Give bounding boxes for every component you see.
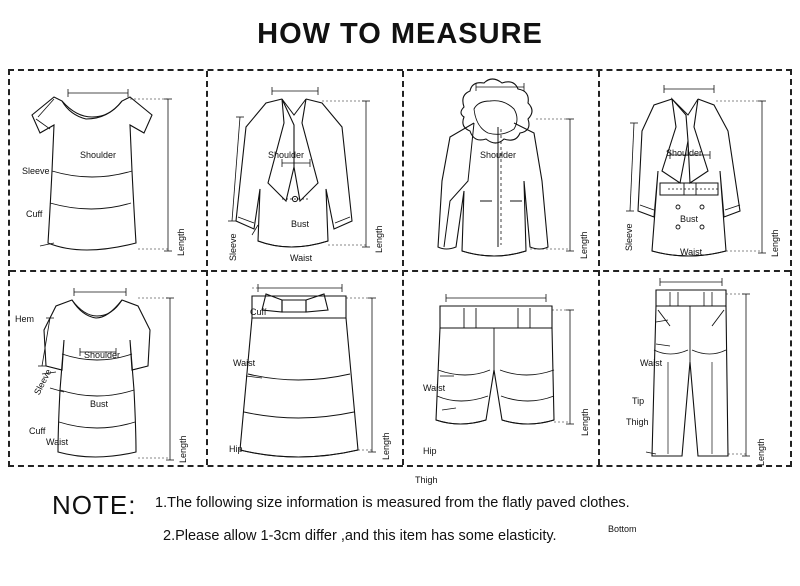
label-length: Length <box>756 438 766 466</box>
garment-cell-shorts <box>402 270 598 485</box>
label-thigh: Thigh <box>626 417 649 427</box>
label-shoulder: Shoulder <box>480 150 517 160</box>
label-length: Length <box>770 229 780 257</box>
label-cuff: Cuff <box>29 426 46 436</box>
label-sleeve: Sleeve <box>624 223 634 251</box>
garment-cell-pants <box>598 270 792 534</box>
label-shoulder: Shoulder <box>84 350 121 360</box>
label-bust: Bust <box>680 214 699 224</box>
label-sleeve: Sleeve <box>22 166 50 176</box>
note-label: NOTE: <box>52 490 137 520</box>
garment-cell-trench-coat <box>598 71 792 270</box>
garment-cell-skirt <box>206 270 402 467</box>
label-shoulder: Shoulder <box>80 150 117 160</box>
label-waist: Waist <box>423 383 446 393</box>
label-length: Length <box>176 228 186 256</box>
label-shoulder: Shoulder <box>268 150 305 160</box>
label-cuff: Cuff <box>26 209 43 219</box>
label-bust: Bust <box>90 399 109 409</box>
label-bust: Bust <box>291 219 310 229</box>
label-sleeve: Sleeve <box>228 233 238 261</box>
label-waist: Waist <box>46 437 69 447</box>
garment-cell-blazer <box>206 71 402 317</box>
label-length: Length <box>580 408 590 436</box>
garment-cell-dress <box>10 270 206 467</box>
label-waist: Waist <box>680 247 703 257</box>
garment-cell-t-shirt <box>10 71 206 324</box>
garment-cell-fur-hood-coat <box>402 71 598 270</box>
page-title: HOW TO MEASURE <box>257 18 543 50</box>
label-length: Length <box>374 225 384 253</box>
label-waist: Waist <box>233 358 256 368</box>
note-lines <box>155 494 775 559</box>
label-bottom: Bottom <box>608 524 637 534</box>
label-hem: Hem <box>15 314 35 324</box>
label-length: Length <box>178 435 188 463</box>
label-waist: Waist <box>290 253 313 263</box>
label-shoulder: Shoulder <box>666 148 703 158</box>
label-hip: Hip <box>229 444 243 454</box>
label-length: Length <box>579 231 589 259</box>
label-waist: Waist <box>640 358 663 368</box>
note-line-2: 2.Please allow 1-3cm differ ,and this item has some elasticity. <box>163 527 557 544</box>
label-hip: Hip <box>423 446 437 456</box>
label-cuff: Cuff <box>250 307 267 317</box>
label-thigh: Thigh <box>415 475 438 485</box>
note-line-1: 1.The following size information is measured from the flatly paved clothes. <box>155 495 630 511</box>
label-length: Length <box>381 432 391 460</box>
label-tip: Tip <box>632 396 645 406</box>
label-sleeve: Sleeve <box>32 367 54 397</box>
